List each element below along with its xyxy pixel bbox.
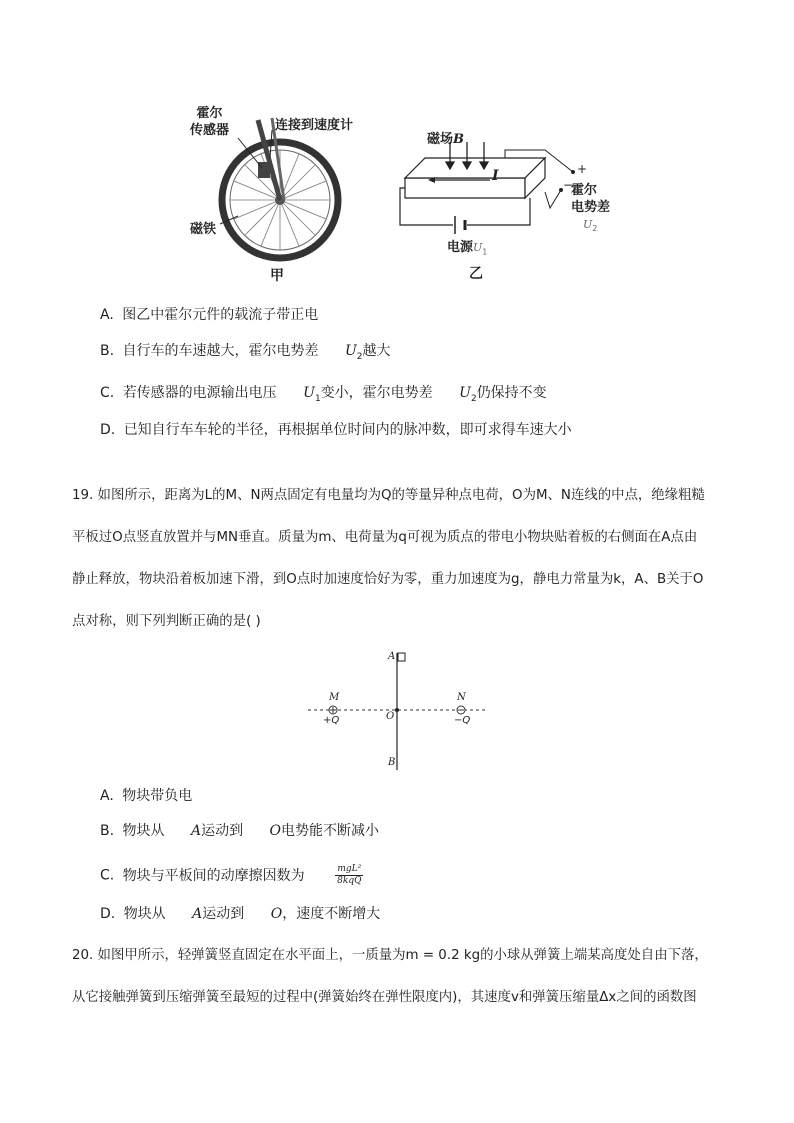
q19-charge-drawing bbox=[300, 645, 495, 775]
q18-option-d bbox=[100, 421, 572, 439]
hall-voltage-label: 霍尔 电势差 bbox=[571, 183, 611, 215]
option-text: 物块从 bbox=[122, 823, 165, 839]
q19-option-d bbox=[100, 905, 380, 923]
q19-charge-figure bbox=[300, 645, 495, 775]
q19-stem-line-3: 静止释放，物块沿着板加速下滑，到O点时加速度恰好为零，重力加速度为g，静电力常量为k，A、B关于O bbox=[72, 572, 704, 587]
hall-sensor-label: 霍尔 传感器 bbox=[190, 106, 230, 138]
option-letter: C. bbox=[100, 385, 115, 401]
q19-stem-line-1: 19. 如图所示，距离为L的M、N两点固定有电量均为Q的等量异种点电荷，O为M、N连线的中点，绝缘粗糙 bbox=[72, 488, 705, 503]
option-text: 物块从 bbox=[123, 906, 166, 922]
power-source-text: 电源 bbox=[447, 240, 474, 255]
option-text-end: 仍保持不变 bbox=[476, 385, 547, 401]
option-text: 若传感器的电源输出电压 bbox=[122, 385, 277, 401]
q18-option-c bbox=[100, 384, 547, 408]
charge-plus-label: +Q bbox=[323, 715, 340, 726]
point-N-label: N bbox=[457, 692, 466, 703]
option-letter: B. bbox=[100, 823, 115, 839]
magnetic-field-label bbox=[427, 128, 464, 147]
option-letter: D. bbox=[100, 422, 116, 438]
field-B-symbol: B bbox=[453, 132, 465, 147]
power-source-label bbox=[447, 236, 487, 257]
fraction-denominator: 8kqQ bbox=[337, 876, 362, 886]
fraction-numerator: mgL² bbox=[335, 864, 363, 876]
option-letter: B. bbox=[100, 343, 115, 359]
fraction bbox=[335, 864, 363, 887]
var-sub: 2 bbox=[470, 393, 477, 404]
option-text: 物块与平板间的动摩擦因数为 bbox=[122, 867, 305, 884]
current-I-label: I bbox=[492, 168, 499, 184]
point-B-label: B bbox=[388, 757, 396, 768]
var-sub: 2 bbox=[356, 351, 363, 362]
figure-caption-yi: 乙 bbox=[469, 266, 483, 282]
magnetic-field-text: 磁场 bbox=[427, 132, 454, 147]
U2-var: U bbox=[583, 218, 593, 231]
minus-terminal: − bbox=[563, 178, 574, 192]
q20-stem-line-2: 从它接触弹簧到压缩弹簧至最短的过程中(弹簧始终在弹性限度内)，其速度v和弹簧压缩量Δx之间的函数图 bbox=[72, 990, 697, 1005]
var-A: A bbox=[192, 906, 203, 922]
magnet-label: 磁铁 bbox=[190, 222, 217, 237]
var-U: U bbox=[459, 385, 471, 401]
q20-stem-line-1: 20. 如图甲所示，轻弹簧竖直固定在水平面上，一质量为m = 0.2 kg的小球从弹簧上端某高度处自由下落， bbox=[72, 948, 708, 963]
var-sub: 1 bbox=[314, 393, 321, 404]
hall-circuit-figure bbox=[395, 120, 635, 282]
option-letter: A. bbox=[100, 788, 114, 804]
point-O-label: O bbox=[386, 711, 395, 722]
q19-option-c bbox=[100, 864, 363, 887]
option-letter: C. bbox=[100, 867, 115, 884]
option-text-mid: 运动到 bbox=[202, 906, 245, 922]
option-text: 已知自行车车轮的半径，再根据单位时间内的脉冲数，即可求得车速大小 bbox=[123, 422, 572, 438]
option-text: 自行车的车速越大，霍尔电势差 bbox=[122, 343, 319, 359]
option-text-end: 电势能不断减小 bbox=[281, 823, 380, 839]
option-text-mid: 运动到 bbox=[201, 823, 244, 839]
option-text: 图乙中霍尔元件的载流子带正电 bbox=[122, 307, 319, 323]
speedometer-label: 连接到速度计 bbox=[275, 118, 354, 133]
q19-option-a bbox=[100, 787, 192, 805]
q18-option-a bbox=[100, 306, 318, 324]
var-O: O bbox=[269, 823, 282, 839]
option-text-mid: 变小，霍尔电势差 bbox=[320, 385, 433, 401]
plus-terminal: + bbox=[577, 162, 588, 176]
U2-label bbox=[583, 218, 597, 233]
option-text: 物块带负电 bbox=[122, 788, 193, 804]
figure-caption-jia: 甲 bbox=[270, 268, 284, 284]
q19-stem-line-4: 点对称，则下列判断正确的是( ) bbox=[72, 614, 261, 629]
q19-stem-line-2: 平板过O点竖直放置并与MN垂直。质量为m、电荷量为q可视为质点的带电小物块贴着板的右侧面在A点由 bbox=[72, 530, 698, 545]
point-A-label: A bbox=[388, 651, 396, 662]
option-letter: D. bbox=[100, 906, 116, 922]
var-O: O bbox=[270, 906, 283, 922]
U1-var: U bbox=[473, 241, 483, 254]
charge-minus-label: −Q bbox=[454, 715, 471, 726]
option-text-end: ，速度不断增大 bbox=[282, 906, 381, 922]
option-letter: A. bbox=[100, 307, 114, 323]
var-U: U bbox=[303, 385, 315, 401]
q19-option-b bbox=[100, 822, 379, 840]
var-U: U bbox=[344, 343, 357, 359]
var-A: A bbox=[190, 823, 202, 839]
option-text-end: 越大 bbox=[362, 343, 391, 359]
point-M-label: M bbox=[329, 692, 340, 703]
q18-option-b bbox=[100, 342, 391, 366]
bicycle-figure bbox=[180, 100, 370, 284]
U1-sub: 1 bbox=[482, 247, 488, 257]
U2-sub: 2 bbox=[592, 224, 598, 234]
